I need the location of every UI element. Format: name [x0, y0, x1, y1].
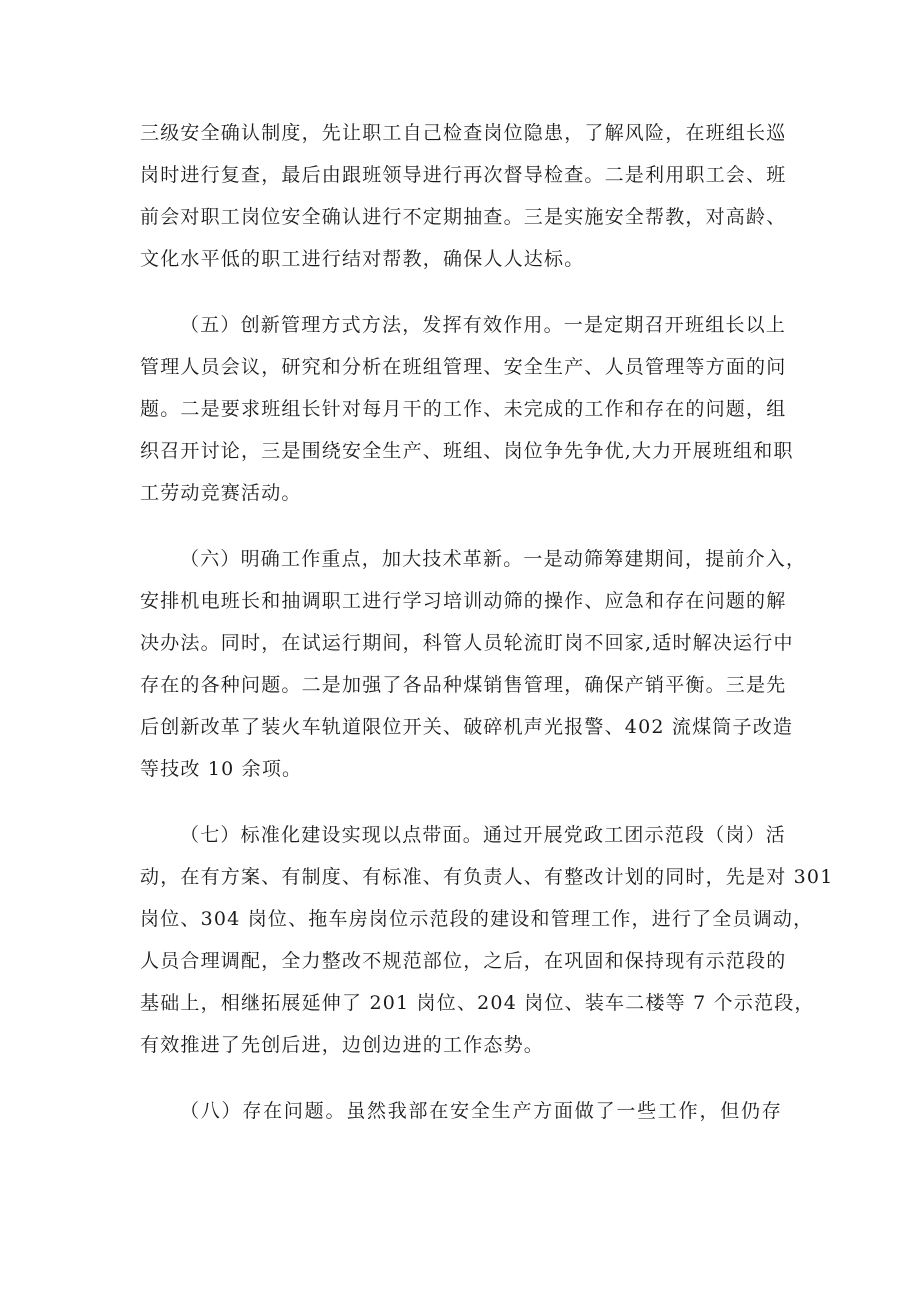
text-line: 安排机电班长和抽调职工进行学习培训动筛的操作、应急和存在问题的解: [140, 590, 787, 612]
text-line: 题。二是要求班组长针对每月干的工作、未完成的工作和存在的问题，组: [140, 398, 787, 420]
paragraph-technical-innovation: [140, 538, 807, 790]
text-line: 管理人员会议，研究和分析在班组管理、安全生产、人员管理等方面的问: [140, 356, 787, 378]
text-line: 岗时进行复查，最后由跟班领导进行再次督导检查。二是利用职工会、班: [140, 164, 787, 186]
paragraph-safety-confirmation: [140, 112, 787, 280]
text-line: 决办法。同时，在试运行期间，科管人员轮流盯岗不回家,适时解决运行中: [140, 632, 794, 654]
paragraph-standardization: [140, 814, 834, 1066]
text-line: 等技改 10 余项。: [140, 758, 303, 780]
text-line: （五）创新管理方式方法，发挥有效作用。一是定期召开班组长以上: [180, 314, 787, 336]
text-line: 织召开讨论，三是围绕安全生产、班组、岗位争先争优,大力开展班组和职: [140, 440, 794, 462]
paragraph-existing-problems: [140, 1090, 782, 1132]
text-line: 基础上，相继拓展延伸了 201 岗位、204 岗位、装车二楼等 7 个示范段，: [140, 992, 815, 1014]
text-line: 工劳动竞赛活动。: [140, 482, 302, 504]
text-line: 存在的各种问题。二是加强了各品种煤销售管理，确保产销平衡。三是先: [140, 674, 787, 696]
text-line: 三级安全确认制度，先让职工自己检查岗位隐患，了解风险，在班组长巡: [140, 122, 787, 144]
text-line: 岗位、304 岗位、拖车房岗位示范段的建设和管理工作，进行了全员调动，: [140, 908, 814, 930]
paragraph-management-innovation: [140, 304, 794, 514]
text-line: （八）存在问题。虽然我部在安全生产方面做了一些工作，但仍存: [180, 1100, 782, 1122]
text-line: 前会对职工岗位安全确认进行不定期抽查。三是实施安全帮教，对高龄、: [140, 206, 787, 228]
text-line: 后创新改革了装火车轨道限位开关、破碎机声光报警、402 流煤筒子改造: [140, 716, 794, 738]
text-line: （七）标准化建设实现以点带面。通过开展党政工团示范段（岗）活: [180, 824, 787, 846]
text-line: 有效推进了先创后进，边创边进的工作态势。: [140, 1034, 545, 1056]
text-line: 人员合理调配，全力整改不规范部位，之后，在巩固和保持现有示范段的: [140, 950, 787, 972]
text-line: 文化水平低的职工进行结对帮教，确保人人达标。: [140, 248, 585, 270]
text-line: （六）明确工作重点，加大技术革新。一是动筛筹建期间，提前介入，: [180, 548, 807, 570]
text-line: 动，在有方案、有制度、有标准、有负责人、有整改计划的同时，先是对 301: [140, 866, 834, 888]
document-body: [140, 112, 834, 1156]
